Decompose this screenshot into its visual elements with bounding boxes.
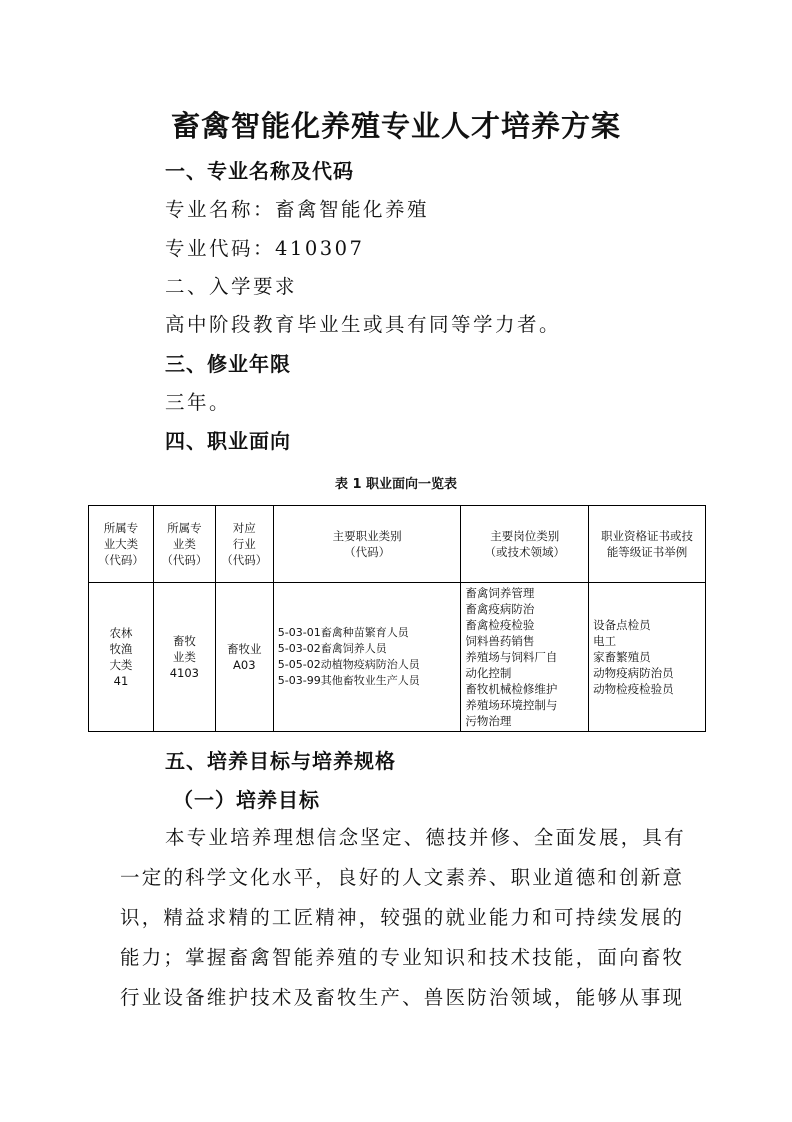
major-code-line: 专业代码：410307 [165,237,365,260]
cell-major-category: 农林 牧渔 大类 41 [89,583,154,732]
goal-paragraph-line-1: 本专业培养理想信念坚定、德技并修、全面发展，具有 [165,826,686,849]
cell-industry: 畜牧业 A03 [215,583,273,732]
subsection-heading-goal: （一）培养目标 [173,788,320,812]
cell-occupations: 5-03-01畜禽种苗繁育人员 5-03-02畜禽饲养人员 5-05-02动植物疫病防治人员 5-03-99其他畜牧业生产人员 [273,583,461,732]
header-major-category: 所属专 业大类 （代码） [89,506,154,583]
section-heading-name-code: 一、专业名称及代码 [165,159,354,183]
table-caption: 表 1 职业面向一览表 [334,477,458,492]
document-title: 畜禽智能化养殖专业人才培养方案 [170,109,621,143]
section-heading-career: 四、职业面向 [165,429,291,453]
section-heading-goals: 五、培养目标与培养规格 [165,749,396,773]
goal-paragraph-line-4: 能力；掌握畜禽智能养殖的专业知识和技术技能，面向畜牧 [120,946,685,969]
cell-positions: 畜禽饲养管理 畜禽疫病防治 畜禽检疫检验 饲料兽药销售 养殖场与饲料厂自 动化控制 畜牧机械检修维护 养殖场环境控制与 污物治理 [461,583,589,732]
goal-paragraph-line-3: 识，精益求精的工匠精神，较强的就业能力和可持续发展的 [120,906,685,929]
cell-certificates: 设备点检员 电工 家畜繁殖员 动物疫病防治员 动物检疫检验员 [589,583,706,732]
header-certificates: 职业资格证书或技 能等级证书举例 [589,506,706,583]
duration-text: 三年。 [165,391,232,414]
admission-text: 高中阶段教育毕业生或具有同等学力者。 [165,313,562,336]
header-industry: 对应 行业 （代码） [215,506,273,583]
section-heading-duration: 三、修业年限 [165,352,291,376]
section-heading-admission: 二、入学要求 [165,275,298,298]
goal-paragraph-line-2: 一定的科学文化水平，良好的人文素养、职业道德和创新意 [120,866,685,889]
table-row [89,583,706,732]
cell-major-class: 畜牧 业类 4103 [153,583,215,732]
career-orientation-table [88,505,706,732]
header-positions: 主要岗位类别 （或技术领域） [461,506,589,583]
goal-paragraph-line-5: 行业设备维护技术及畜牧生产、兽医防治领域，能够从事现 [120,986,685,1009]
major-name-line: 专业名称：畜禽智能化养殖 [165,198,430,221]
header-occupations: 主要职业类别 （代码） [273,506,461,583]
table-header-row [89,506,706,583]
header-major-class: 所属专 业类 （代码） [153,506,215,583]
